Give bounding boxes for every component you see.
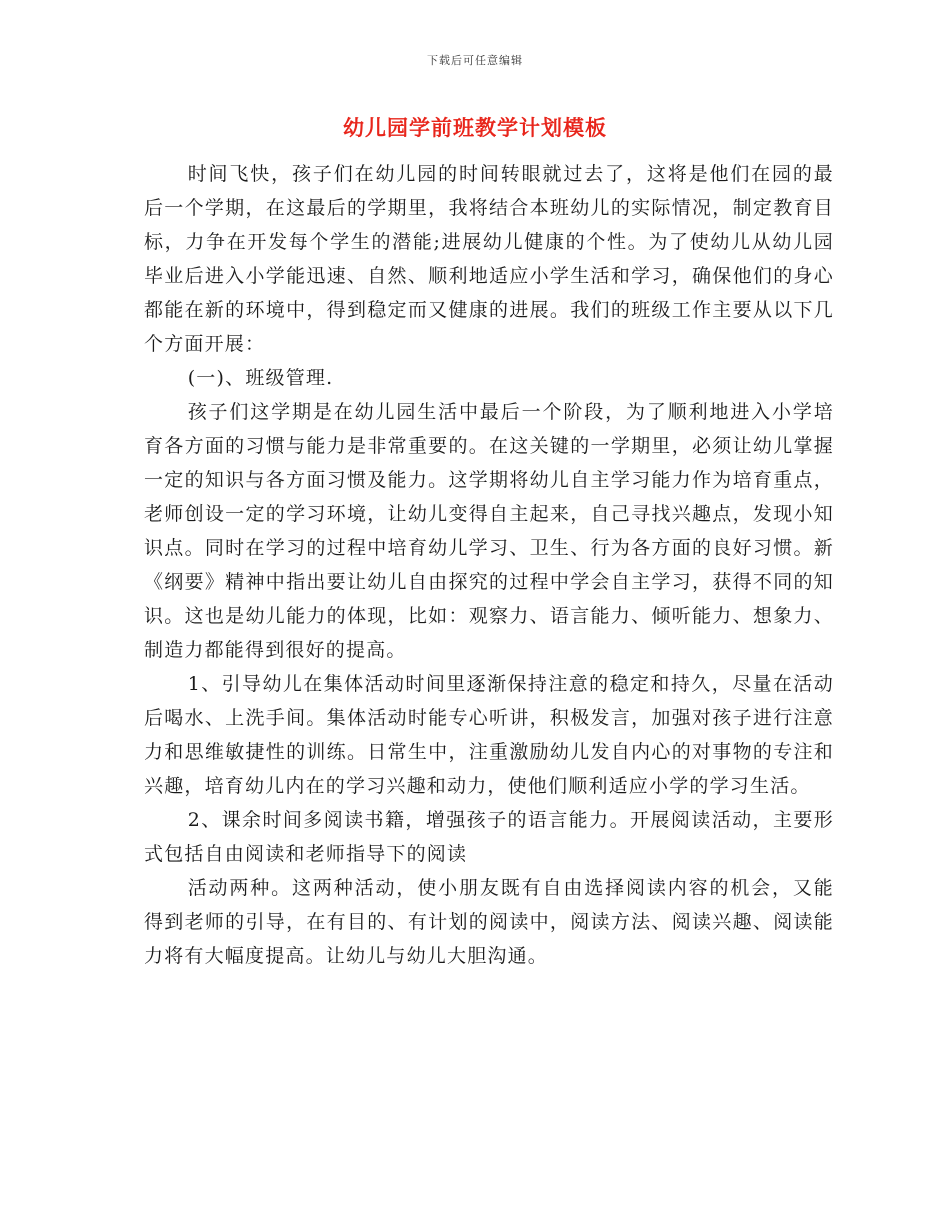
paragraph-reading-activities: 活动两种。这两种活动，使小朋友既有自由选择阅读内容的机会，又能得到老师的引导，在有目的、有计划的阅读中，阅读方法、阅读兴趣、阅读能力将有大幅度提高。让幼儿与幼儿大胆沟通。 bbox=[144, 877, 834, 967]
paragraph-point-2: 2、课余时间多阅读书籍，增强孩子的语言能力。开展阅读活动，主要形式包括自由阅读和老师指导下的阅读 bbox=[144, 809, 834, 865]
section-heading-class-management: (一)、班级管理. bbox=[187, 367, 334, 389]
paragraph-intro: 时间飞快，孩子们在幼儿园的时间转眼就过去了，这将是他们在园的最后一个学期，在这最后的学期里，我将结合本班幼儿的实际情况，制定教育目标，力争在开发每个学生的潜能;进展幼儿健康的个性。为了使幼儿从幼儿园毕业后进入小学能迅速、自然、顺利地适应小学生活和学习，确保他们的身心都能在新的环境中，得到稳定而又健康的进展。我们的班级工作主要从以下几个方面开展： bbox=[144, 163, 834, 355]
document-title: 幼儿园学前班教学计划模板 bbox=[343, 115, 607, 140]
header-note: 下载后可任意编辑 bbox=[427, 54, 523, 67]
paragraph-point-1: 1、引导幼儿在集体活动时间里逐渐保持注意的稳定和持久，尽量在活动后喝水、上洗手间。集体活动时能专心听讲，积极发言，加强对孩子进行注意力和思维敏捷性的训练。日常生中，注重激励幼儿发自内心的对事物的专注和兴趣，培育幼儿内在的学习兴趣和动力，使他们顺利适应小学的学习生活。 bbox=[144, 673, 834, 797]
paragraph-class-management: 孩子们这学期是在幼儿园生活中最后一个阶段，为了顺利地进入小学培育各方面的习惯与能力是非常重要的。在这关键的一学期里，必须让幼儿掌握一定的知识与各方面习惯及能力。这学期将幼儿自主学习能力作为培育重点，老师创设一定的学习环境，让幼儿变得自主起来，自己寻找兴趣点，发现小知识点。同时在学习的过程中培育幼儿学习、卫生、行为各方面的良好习惯。新《纲要》精神中指出要让幼儿自由探究的过程中学会自主学习，获得不同的知识。这也是幼儿能力的体现，比如：观察力、语言能力、倾听能力、想象力、制造力都能得到很好的提高。 bbox=[144, 401, 834, 661]
document-body bbox=[144, 157, 834, 973]
